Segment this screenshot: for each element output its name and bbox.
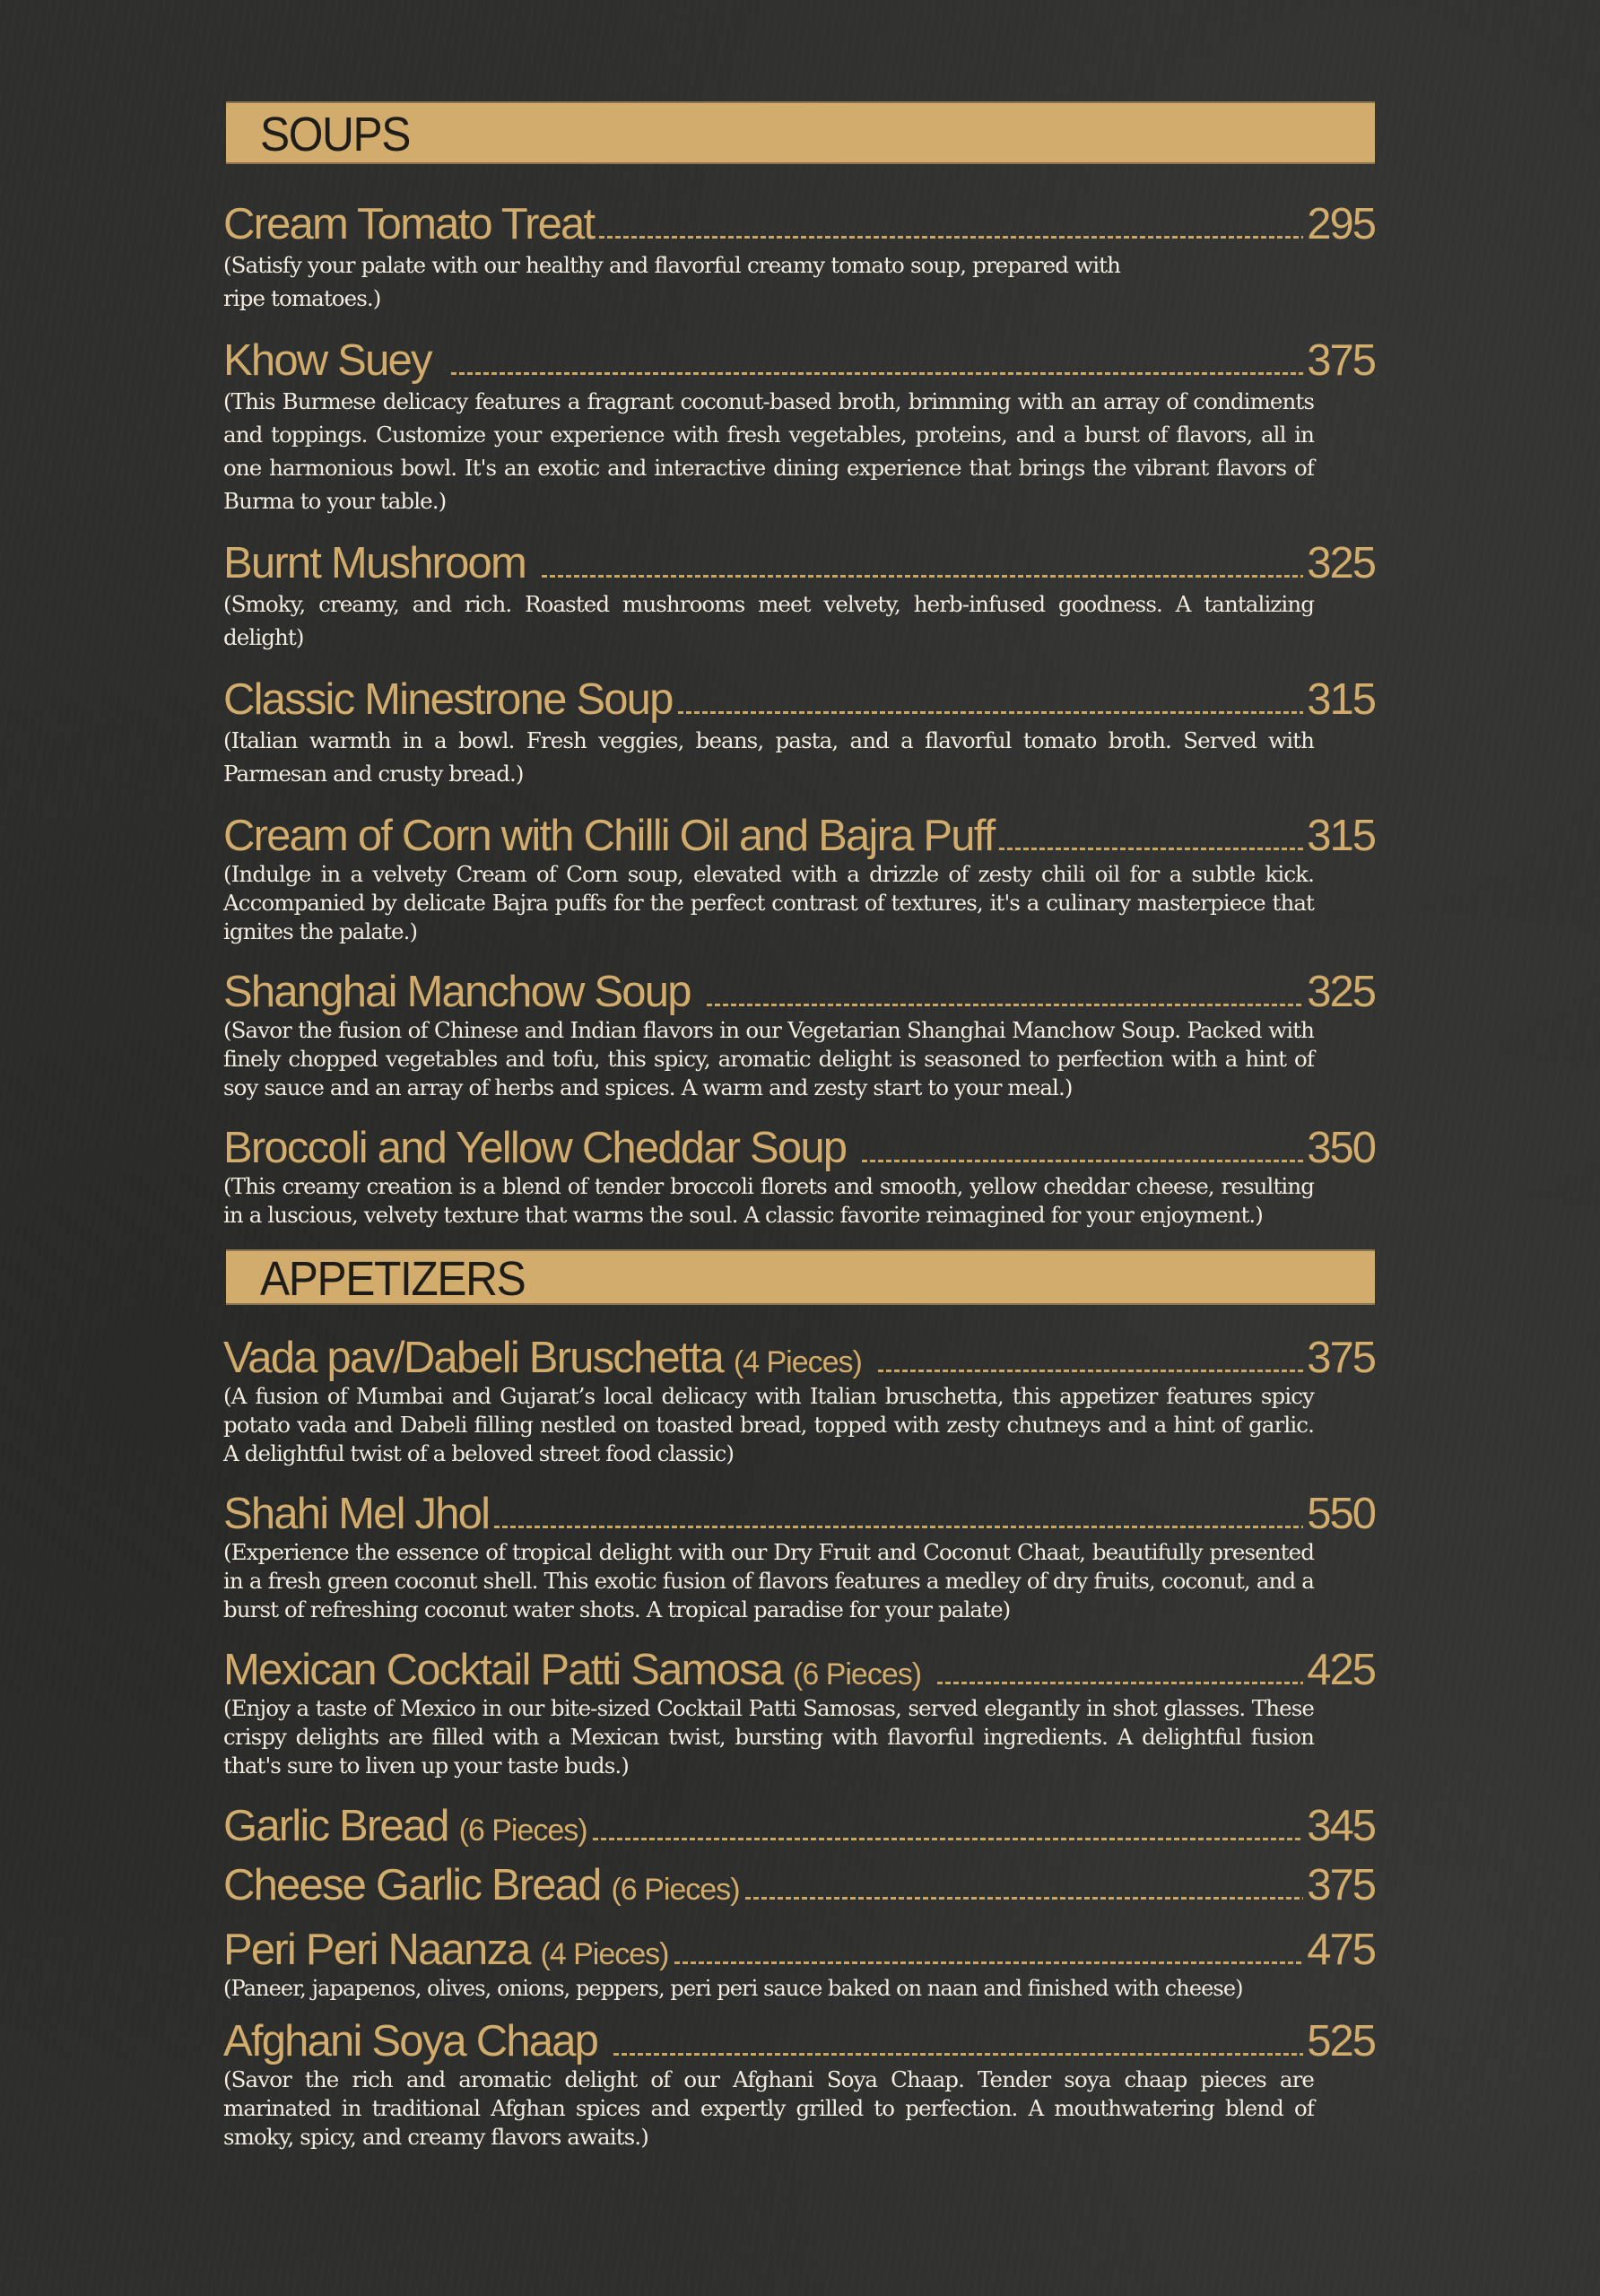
dotted-leader — [593, 1838, 1304, 1840]
menu-item-header — [223, 1644, 1375, 1692]
section-banner-appetizers — [226, 1249, 1375, 1305]
item-description: (This creamy creation is a blend of tender broccoli florets and smooth, yellow cheddar cheese, resulting in a luscious, velvety texture that warms the soul. A classic favorite reimagined for your enjoyment.) — [223, 1173, 1314, 1228]
item-price: 375 — [1307, 336, 1375, 385]
item-name: Classic Minestrone Soup — [223, 675, 673, 724]
section-title: SOUPS — [260, 108, 411, 161]
dotted-leader — [494, 1526, 1303, 1528]
dotted-leader — [745, 1897, 1304, 1900]
item-name — [223, 1648, 921, 1692]
menu-item — [223, 1924, 1375, 2003]
item-description: (Enjoy a taste of Mexico in our bite-sized Cocktail Patti Samosas, served elegantly in shot glasses. These crispy delights are filled with a Mexican twist, bursting with flavorful ingredients. A delightful fusion that's sure to liven up your taste buds.) — [223, 1695, 1314, 1779]
menu-item-header — [223, 1800, 1375, 1848]
section-items — [223, 1332, 1375, 2152]
item-price: 550 — [1307, 1490, 1375, 1538]
menu-item — [223, 674, 1375, 790]
menu-item-header — [223, 1859, 1375, 1908]
item-name — [223, 1336, 862, 1380]
item-pieces: (4 Pieces) — [733, 1345, 862, 1379]
item-pieces: (6 Pieces) — [611, 1873, 740, 1907]
item-price: 325 — [1307, 539, 1375, 587]
item-name: Afghani Soya Chaap — [223, 2017, 598, 2066]
item-pieces: (4 Pieces) — [540, 1937, 669, 1971]
item-price: 325 — [1307, 968, 1375, 1016]
menu-item-header — [223, 2015, 1375, 2064]
dotted-leader — [937, 1682, 1303, 1684]
item-price: 525 — [1307, 2017, 1375, 2066]
item-price: 425 — [1307, 1646, 1375, 1694]
menu-item — [223, 2015, 1375, 2152]
section-appetizers — [223, 1249, 1375, 2152]
item-price: 295 — [1307, 200, 1375, 248]
item-price: 475 — [1307, 1926, 1375, 1974]
menu-item-header — [223, 1488, 1375, 1536]
section-soups — [223, 101, 1375, 1230]
item-description: (Indulge in a velvety Cream of Corn soup, elevated with a drizzle of zesty chili oil for a subtle kick. Accompanied by delicate Bajra puffs for the perfect contrast of textures, it's a culinary masterpiece that ignites the palate.) — [223, 861, 1314, 944]
menu-item-header — [223, 810, 1375, 858]
item-price: 375 — [1307, 1861, 1375, 1909]
dotted-leader — [613, 2053, 1303, 2056]
item-description: (This Burmese delicacy features a fragrant coconut-based broth, brimming with an array of condiments and toppings. Customize your experience with fresh vegetables, proteins, and a burst of flavors, all in one harmonious bowl. It's an exotic and interactive dining experience that brings the vibrant flavors of Burma to your table.) — [223, 388, 1314, 514]
item-description: (Savor the rich and aromatic delight of our Afghani Soya Chaap. Tender soya chaap pieces are marinated in traditional Afghan spices and expertly grilled to perfection. A mouthwatering blend of smoky, spicy, and creamy flavors awaits.) — [223, 2066, 1314, 2150]
item-name — [223, 1928, 669, 1972]
menu-item — [223, 198, 1375, 315]
dotted-leader — [999, 848, 1303, 850]
item-price: 375 — [1307, 1334, 1375, 1382]
item-name: Cream of Corn with Chilli Oil and Bajra Puff — [223, 812, 995, 860]
item-name-text: Peri Peri Naanza — [223, 1926, 530, 1974]
dotted-leader — [678, 711, 1304, 714]
item-pieces: (6 Pieces) — [793, 1657, 922, 1692]
menu-item — [223, 1122, 1375, 1230]
item-description: (Italian warmth in a bowl. Fresh veggies, beans, pasta, and a flavorful tomato broth. Served with Parmesan and crusty bread.) — [223, 727, 1314, 787]
dotted-leader — [674, 1961, 1304, 1964]
menu-item — [223, 537, 1375, 654]
item-name — [223, 1861, 740, 1909]
item-price: 345 — [1307, 1802, 1375, 1850]
menu-item-header — [223, 1122, 1375, 1170]
item-description: (Smoky, creamy, and rich. Roasted mushrooms meet velvety, herb-infused goodness. A tantalizing delight) — [223, 591, 1314, 650]
item-name-text: Mexican Cocktail Patti Samosa — [223, 1646, 783, 1694]
item-pieces: (6 Pieces) — [458, 1813, 587, 1848]
dotted-leader — [451, 372, 1304, 375]
menu-item-header — [223, 335, 1375, 383]
item-name: Khow Suey — [223, 336, 431, 385]
menu-item — [223, 810, 1375, 946]
menu-item — [223, 1332, 1375, 1468]
menu-item — [223, 1800, 1375, 1848]
menu-item-header — [223, 537, 1375, 586]
item-description: (Satisfy your palate with our healthy and flavorful creamy tomato soup, prepared with ripe tomatoes.) — [223, 252, 1120, 311]
section-items — [223, 198, 1375, 1230]
menu-item-header — [223, 1924, 1375, 1972]
menu-item — [223, 966, 1375, 1102]
dotted-leader — [542, 575, 1303, 578]
item-name — [223, 1802, 587, 1850]
item-description: (Savor the fusion of Chinese and Indian flavors in our Vegetarian Shanghai Manchow Soup. Packed with finely chopped vegetables and tofu, this spicy, aromatic delight is seasoned to perfection with a hint of soy sauce and an array of herbs and spices. A warm and zesty start to your meal.) — [223, 1017, 1314, 1100]
menu-item — [223, 1488, 1375, 1624]
item-price: 315 — [1307, 675, 1375, 724]
item-price: 315 — [1307, 812, 1375, 860]
item-name: Shahi Mel Jhol — [223, 1490, 490, 1538]
item-name-text: Vada pav/Dabeli Bruschetta — [223, 1334, 723, 1382]
dotted-leader — [599, 236, 1303, 239]
dotted-leader — [878, 1370, 1303, 1372]
section-banner-soups — [226, 101, 1375, 164]
item-price: 350 — [1307, 1124, 1375, 1172]
menu-item-header — [223, 674, 1375, 722]
item-name-text: Garlic Bread — [223, 1802, 448, 1850]
item-name: Cream Tomato Treat — [223, 200, 595, 248]
menu-page — [223, 101, 1375, 2171]
section-title: APPETIZERS — [260, 1252, 526, 1306]
menu-item-header — [223, 966, 1375, 1014]
item-name-text: Cheese Garlic Bread — [223, 1861, 601, 1909]
menu-item — [223, 335, 1375, 517]
menu-item — [223, 1644, 1375, 1780]
item-description: (Paneer, japapenos, olives, onions, peppers, peri peri sauce baked on naan and finished with cheese) — [223, 1976, 1243, 2001]
item-name: Broccoli and Yellow Cheddar Soup — [223, 1124, 847, 1172]
menu-item-header — [223, 1332, 1375, 1380]
dotted-leader — [707, 1004, 1304, 1006]
item-description: (A fusion of Mumbai and Gujarat’s local delicacy with Italian bruschetta, this appetizer features spicy potato vada and Dabeli filling nestled on toasted bread, topped with zesty chutneys and a hint of garlic. A delightful twist of a beloved street food classic) — [223, 1383, 1314, 1466]
item-description: (Experience the essence of tropical delight with our Dry Fruit and Coconut Chaat, beautifully presented in a fresh green coconut shell. This exotic fusion of flavors features a medley of dry fruits, coconut, and a burst of refreshing coconut water shots. A tropical paradise for your palate) — [223, 1539, 1314, 1622]
item-name: Burnt Mushroom — [223, 539, 526, 587]
menu-item — [223, 1859, 1375, 1908]
menu-item-header — [223, 198, 1375, 247]
dotted-leader — [862, 1160, 1303, 1162]
item-name: Shanghai Manchow Soup — [223, 968, 691, 1016]
